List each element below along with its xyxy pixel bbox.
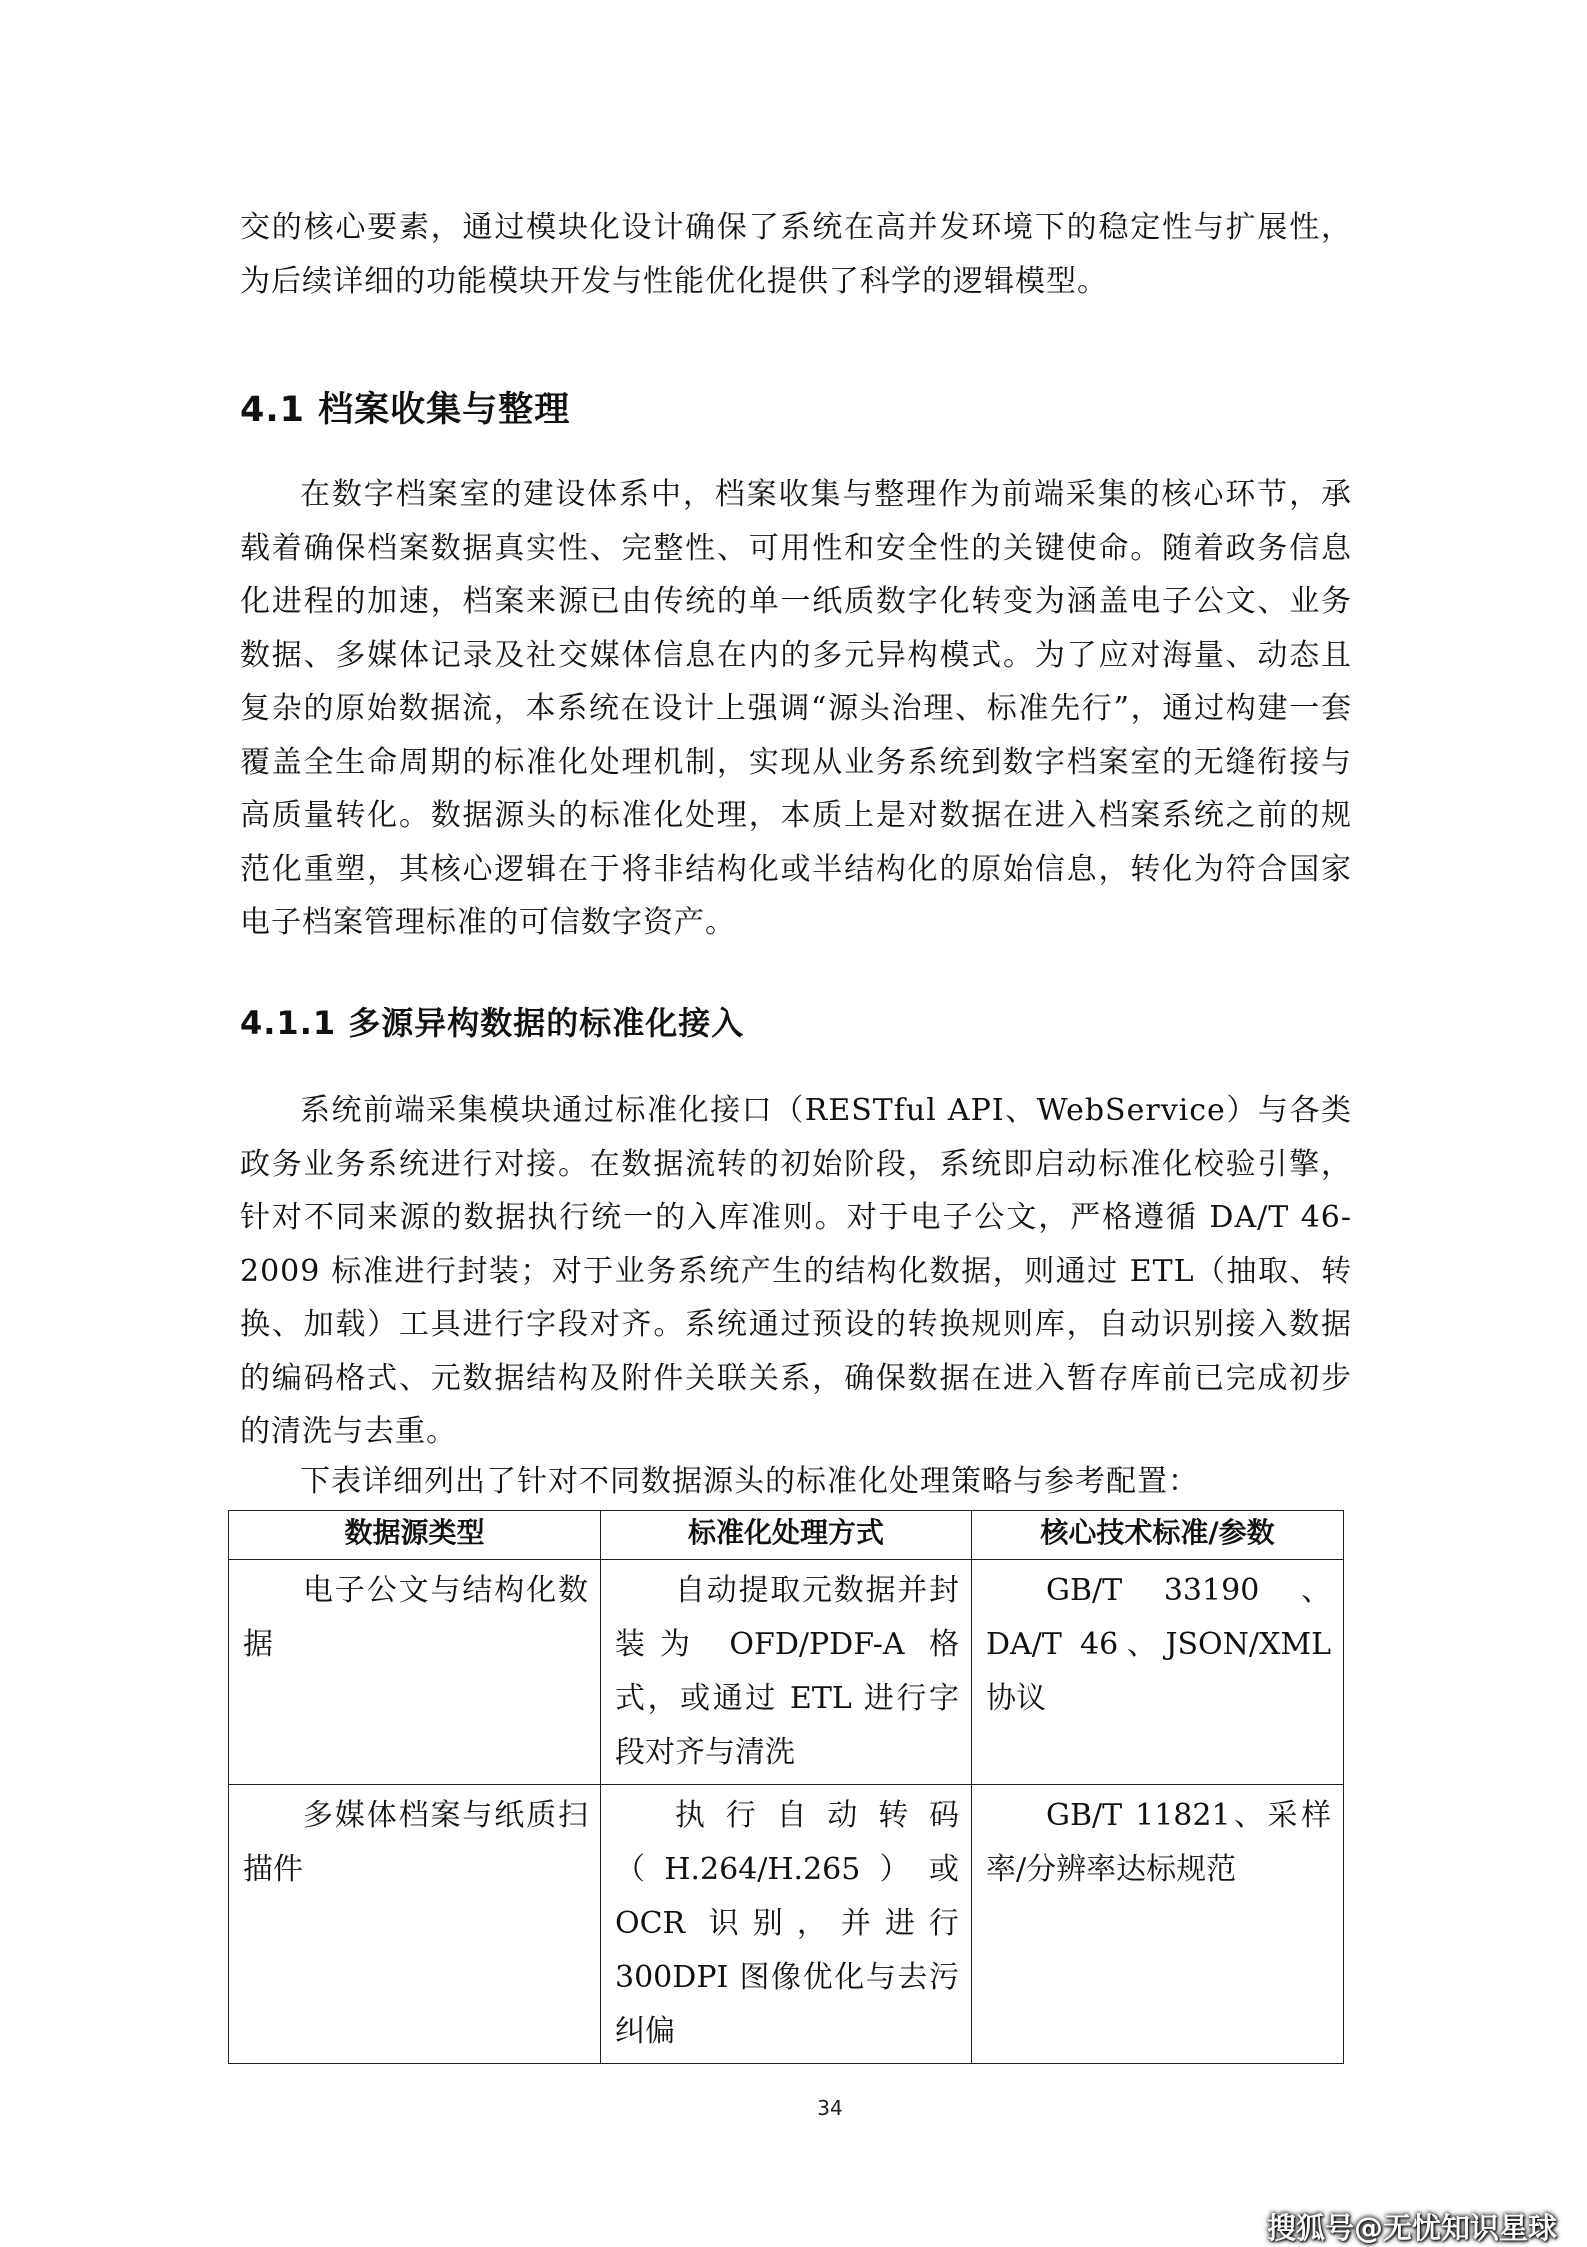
page-number: 34: [817, 2096, 843, 2120]
table-header-source: 数据源类型: [229, 1511, 601, 1560]
table-intro: 下表详细列出了针对不同数据源头的标准化处理策略与参考配置：: [300, 1464, 1199, 1499]
section-heading: 4.1 档案收集与整理: [240, 390, 571, 430]
table-row: [229, 1560, 1344, 1785]
table-row: [229, 1785, 1344, 2064]
standardization-table: [228, 1510, 1344, 2064]
table-header-method: 标准化处理方式: [601, 1511, 972, 1560]
table-cell-standard: GB/T 11821、采样率/分辨率达标规范: [972, 1785, 1344, 2064]
table-cell-method: 自动提取元数据并封装为 OFD/PDF-A 格式，或通过 ETL 进行字段对齐与清洗: [601, 1560, 972, 1785]
table-cell-method: 执行自动转码（H.264/H.265）或 OCR 识别，并进行 300DPI 图像优化与去污纠偏: [601, 1785, 972, 2064]
subsection-heading: 4.1.1 多源异构数据的标准化接入: [240, 1004, 745, 1042]
table-cell-source: 电子公文与结构化数据: [229, 1560, 601, 1785]
table-cell-standard: GB/T 33190 、 DA/T 46、JSON/XML 协议: [972, 1560, 1344, 1785]
watermark: 搜狐号@无忧知识星球: [1266, 2211, 1557, 2245]
table-header-row: [229, 1511, 1344, 1560]
table-header-standard: 核心技术标准/参数: [972, 1511, 1344, 1560]
table-cell-source: 多媒体档案与纸质扫描件: [229, 1785, 601, 2064]
section-paragraph: 在数字档案室的建设体系中，档案收集与整理作为前端采集的核心环节，承载着确保档案数据真实性、完整性、可用性和安全性的关键使命。随着政务信息化进程的加速，档案来源已由传统的单一纸质数字化转变为涵盖电子公文、业务数据、多媒体记录及社交媒体信息在内的多元异构模式。为了应对海量、动态且复杂的原始数据流，本系统在设计上强调“源头治理、标准先行”，通过构建一套覆盖全生命周期的标准化处理机制，实现从业务系统到数字档案室的无缝衔接与高质量转化。数据源头的标准化处理，本质上是对数据在进入档案系统之前的规范化重塑，其核心逻辑在于将非结构化或半结构化的原始信息，转化为符合国家电子档案管理标准的可信数字资产。: [240, 477, 1352, 940]
intro-paragraph: 交的核心要素，通过模块化设计确保了系统在高并发环境下的稳定性与扩展性，为后续详细的功能模块开发与性能优化提供了科学的逻辑模型。: [240, 210, 1352, 299]
subsection-paragraph: 系统前端采集模块通过标准化接口（RESTful API、WebService）与各类政务业务系统进行对接。在数据流转的初始阶段，系统即启动标准化校验引擎，针对不同来源的数据执行统一的入库准则。对于电子公文，严格遵循 DA/T 46-2009 标准进行封装；对于业务系统产生的结构化数据，则通过 ETL（抽取、转换、加载）工具进行字段对齐。系统通过预设的转换规则库，自动识别接入数据的编码格式、元数据结构及附件关联关系，确保数据在进入暂存库前已完成初步的清洗与去重。: [240, 1093, 1352, 1449]
